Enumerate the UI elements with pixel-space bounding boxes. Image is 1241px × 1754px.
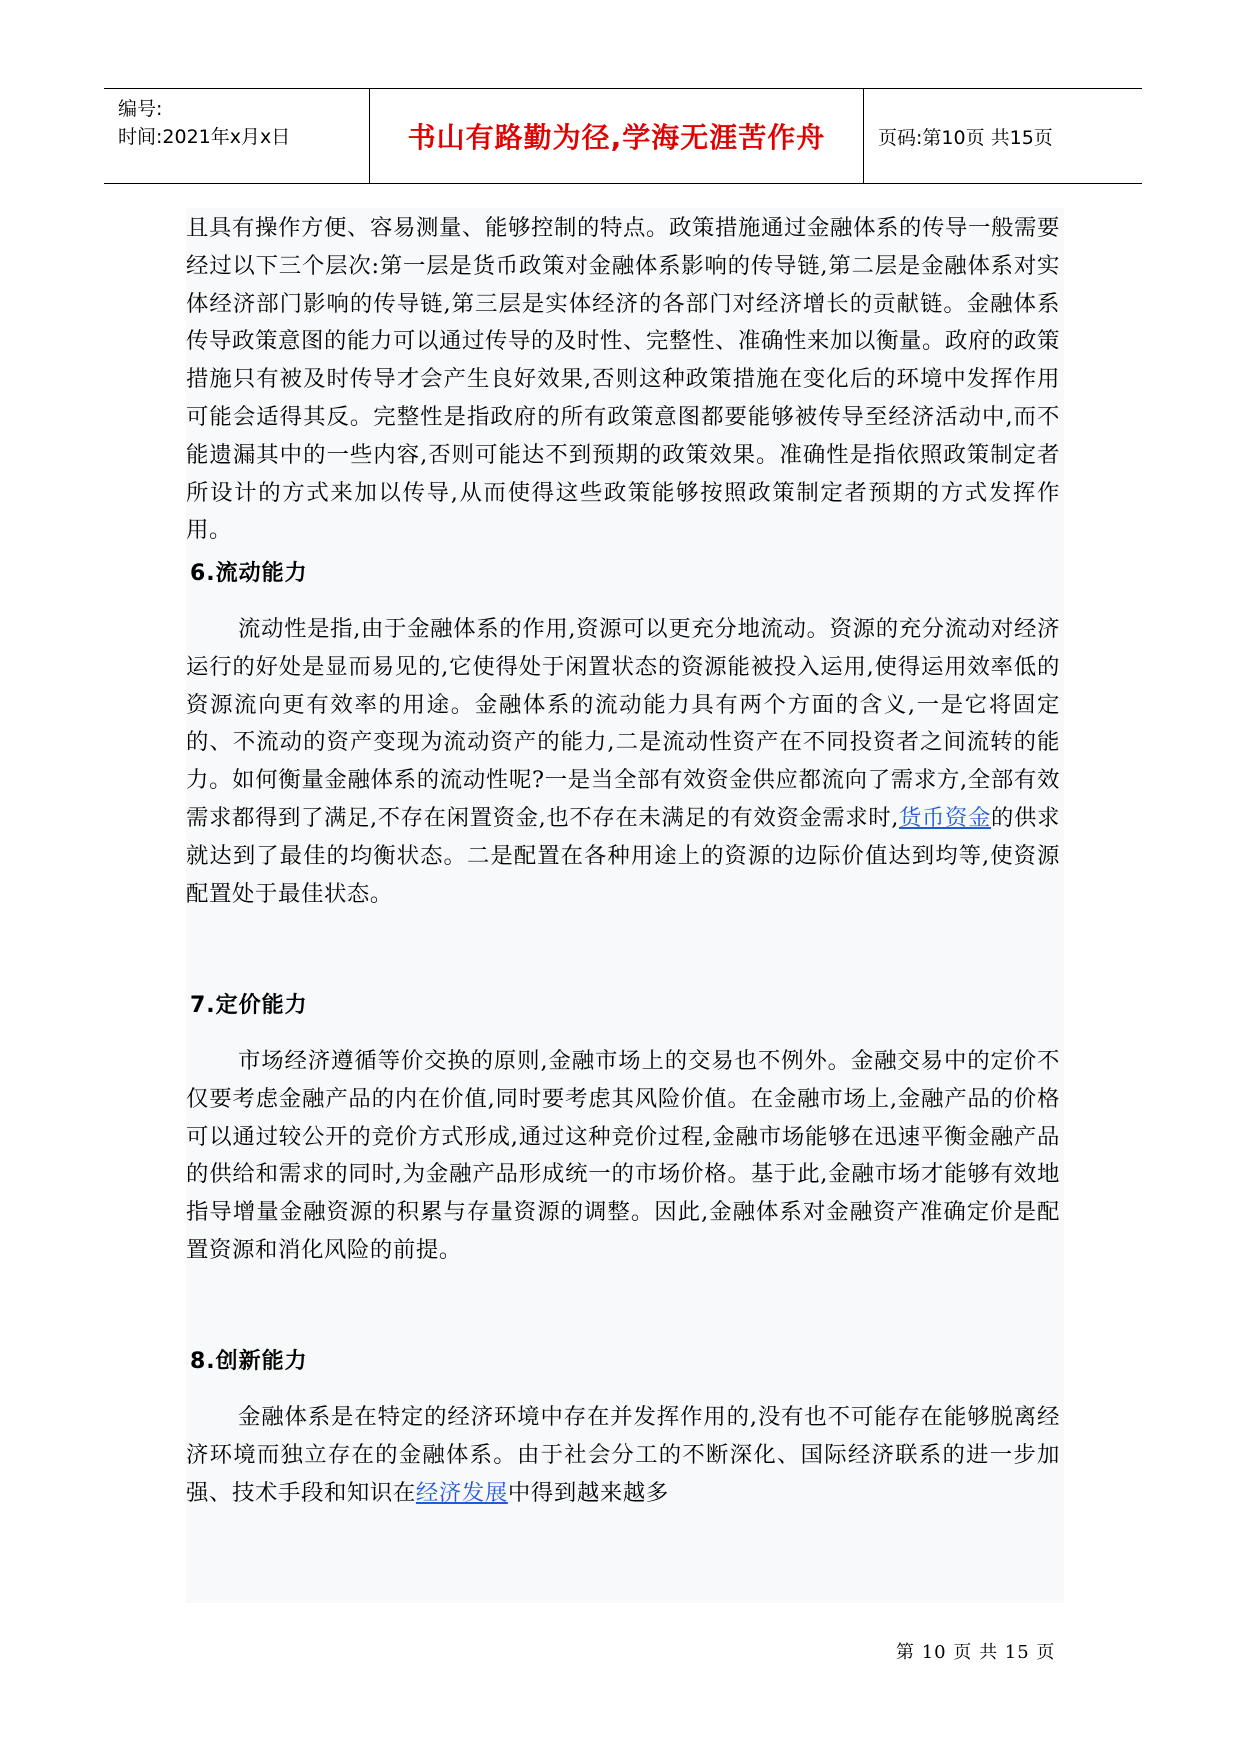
paragraph-policy-transmission: 且具有操作方便、容易测量、能够控制的特点。政策措施通过金融体系的传导一般需要经过以下三个层次:第一层是货币政策对金融体系影响的传导链,第二层是金融体系对实体经济部门影响的传导链,第三层是实体经济的各部门对经济增长的贡献链。金融体系传导政策意图的能力可以通过传导的及时性、完整性、准确性来加以衡量。政府的政策措施只有被及时传导才会产生良好效果,否则这种政策措施在变化后的环境中发挥作用可能会适得其反。完整性是指政府的所有政策意图都要能够被传导至经济活动中,而不能遗漏其中的一些内容,否则可能达不到预期的政策效果。准确性是指依照政策制定者所设计的方式来加以传导,从而使得这些政策能够按照政策制定者预期的方式发挥作用。 [186, 215, 1060, 544]
link-monetary-funds[interactable]: 货币资金 [899, 804, 991, 831]
header-table [104, 88, 1142, 184]
heading-pricing: 7.定价能力 [190, 993, 308, 1018]
header-meta [104, 89, 370, 183]
paragraph-innovation-text-b: 中得到越来越多 [507, 1479, 669, 1506]
heading-innovation: 8.创新能力 [190, 1349, 308, 1374]
paragraph-innovation [186, 1399, 1060, 1512]
paragraph-liquidity-text-a: 流动性是指,由于金融体系的作用,资源可以更充分地流动。资源的充分流动对经济运行的好处是显而易见的,它使得处于闲置状态的资源能被投入运用,使得运用效率低的资源流向更有效率的用途。金融体系的流动能力具有两个方面的含义,一是它将固定的、不流动的资产变现为流动资产的能力,二是流动性资产在不同投资者之间流转的能力。如何衡量金融体系的流动性呢?一是当全部有效资金供应都流向了需求方,全部有效需求都得到了满足,不存在闲置资金,也不存在未满足的有效资金需求时, [186, 616, 1060, 831]
paragraph-pricing: 市场经济遵循等价交换的原则,金融市场上的交易也不例外。金融交易中的定价不仅要考虑金融产品的内在价值,同时要考虑其风险价值。在金融市场上,金融产品的价格可以通过较公开的竞价方式形成,通过这种竞价过程,金融市场能够在迅速平衡金融产品的供给和需求的同时,为金融产品形成统一的市场价格。基于此,金融市场才能够有效地指导增量金融资源的积累与存量资源的调整。因此,金融体系对金融资产准确定价是配置资源和消化风险的前提。 [186, 1048, 1060, 1263]
header-motto: 书山有路勤为径,学海无涯苦作舟 [370, 89, 864, 183]
time-label: 时间:2021年x月x日 [118, 126, 291, 148]
header-page-info: 页码:第10页 共15页 [878, 126, 1053, 149]
paragraph-innovation-text-a: 金融体系是在特定的经济环境中存在并发挥作用的,没有也不可能存在能够脱离经济环境而独立存在的金融体系。由于社会分工的不断深化、国际经济联系的进一步加强、技术手段和知识在 [186, 1404, 1060, 1506]
heading-liquidity: 6.流动能力 [190, 561, 308, 586]
serial-label: 编号: [118, 98, 163, 120]
link-economic-development[interactable]: 经济发展 [415, 1479, 508, 1506]
paragraph-liquidity [186, 611, 1060, 913]
document-body [186, 208, 1064, 1603]
paragraph-liquidity-text-b: 的供求就达到了最佳的均衡状态。二是配置在各种用途上的资源的边际价值达到均等,使资源配置处于最佳状态。 [186, 804, 1060, 907]
page-footer: 第 10 页 共 15 页 [896, 1642, 1056, 1663]
